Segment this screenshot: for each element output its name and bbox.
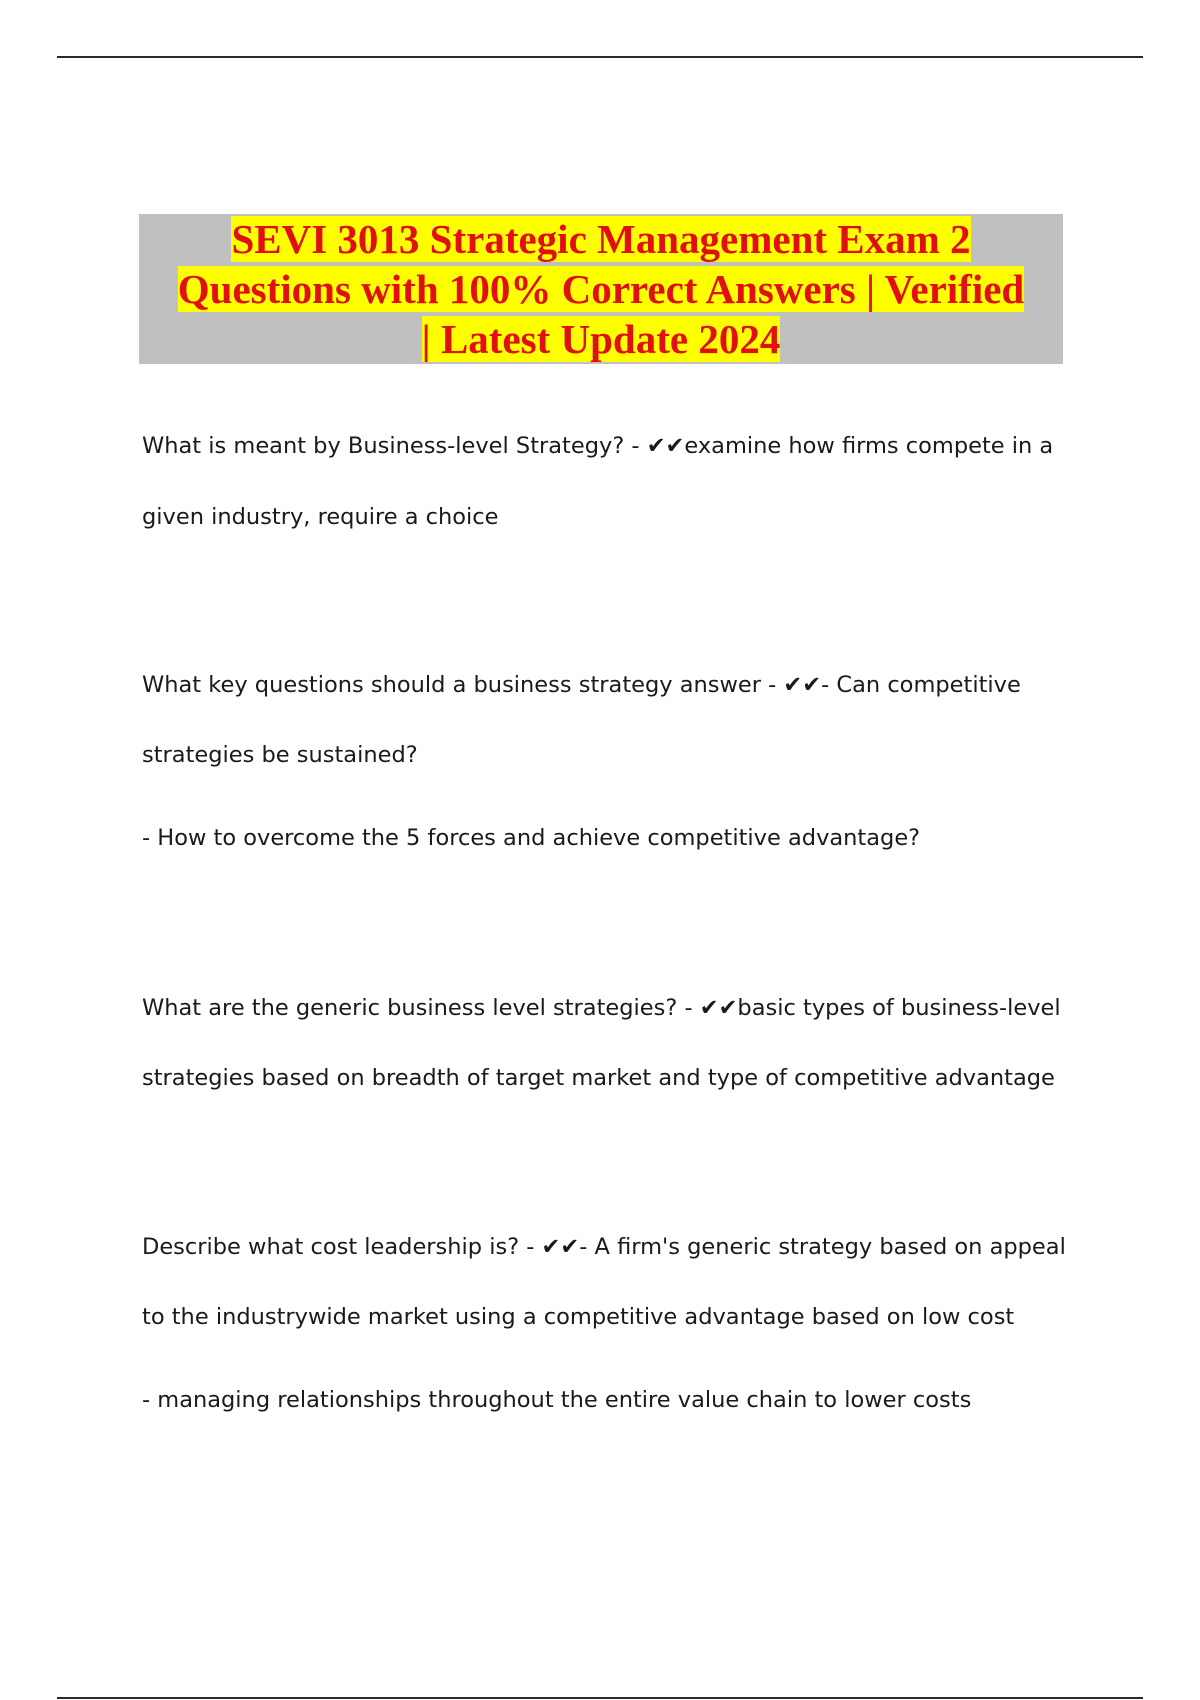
top-rule: [57, 56, 1143, 58]
title-line-3: | Latest Update 2024: [421, 316, 781, 362]
qa-3-line-1: What are the generic business level strategies? - ✔✔basic types of business-level: [142, 995, 1061, 1021]
qa-4-line-2: to the industrywide market using a competitive advantage based on low cost: [142, 1304, 1015, 1330]
title-line-2: Questions with 100% Correct Answers | Verified: [177, 266, 1025, 312]
qa-4-line-1: Describe what cost leadership is? - ✔✔- A firm's generic strategy based on appeal: [142, 1234, 1066, 1260]
qa-2-line-3: - How to overcome the 5 forces and achieve competitive advantage?: [142, 825, 921, 851]
qa-1-line-2: given industry, require a choice: [142, 504, 499, 530]
bottom-rule: [57, 1697, 1143, 1699]
title-line-1: SEVI 3013 Strategic Management Exam 2: [231, 216, 971, 262]
qa-1-line-1: What is meant by Business-level Strategy? - ✔✔examine how firms compete in a: [142, 433, 1054, 459]
document-title-box: [139, 214, 1063, 364]
qa-4-line-3: - managing relationships throughout the entire value chain to lower costs: [142, 1387, 972, 1413]
qa-3-line-2: strategies based on breadth of target market and type of competitive advantage: [142, 1065, 1055, 1091]
qa-2-line-1: What key questions should a business strategy answer - ✔✔- Can competitive: [142, 672, 1021, 698]
qa-2-line-2: strategies be sustained?: [142, 742, 418, 768]
